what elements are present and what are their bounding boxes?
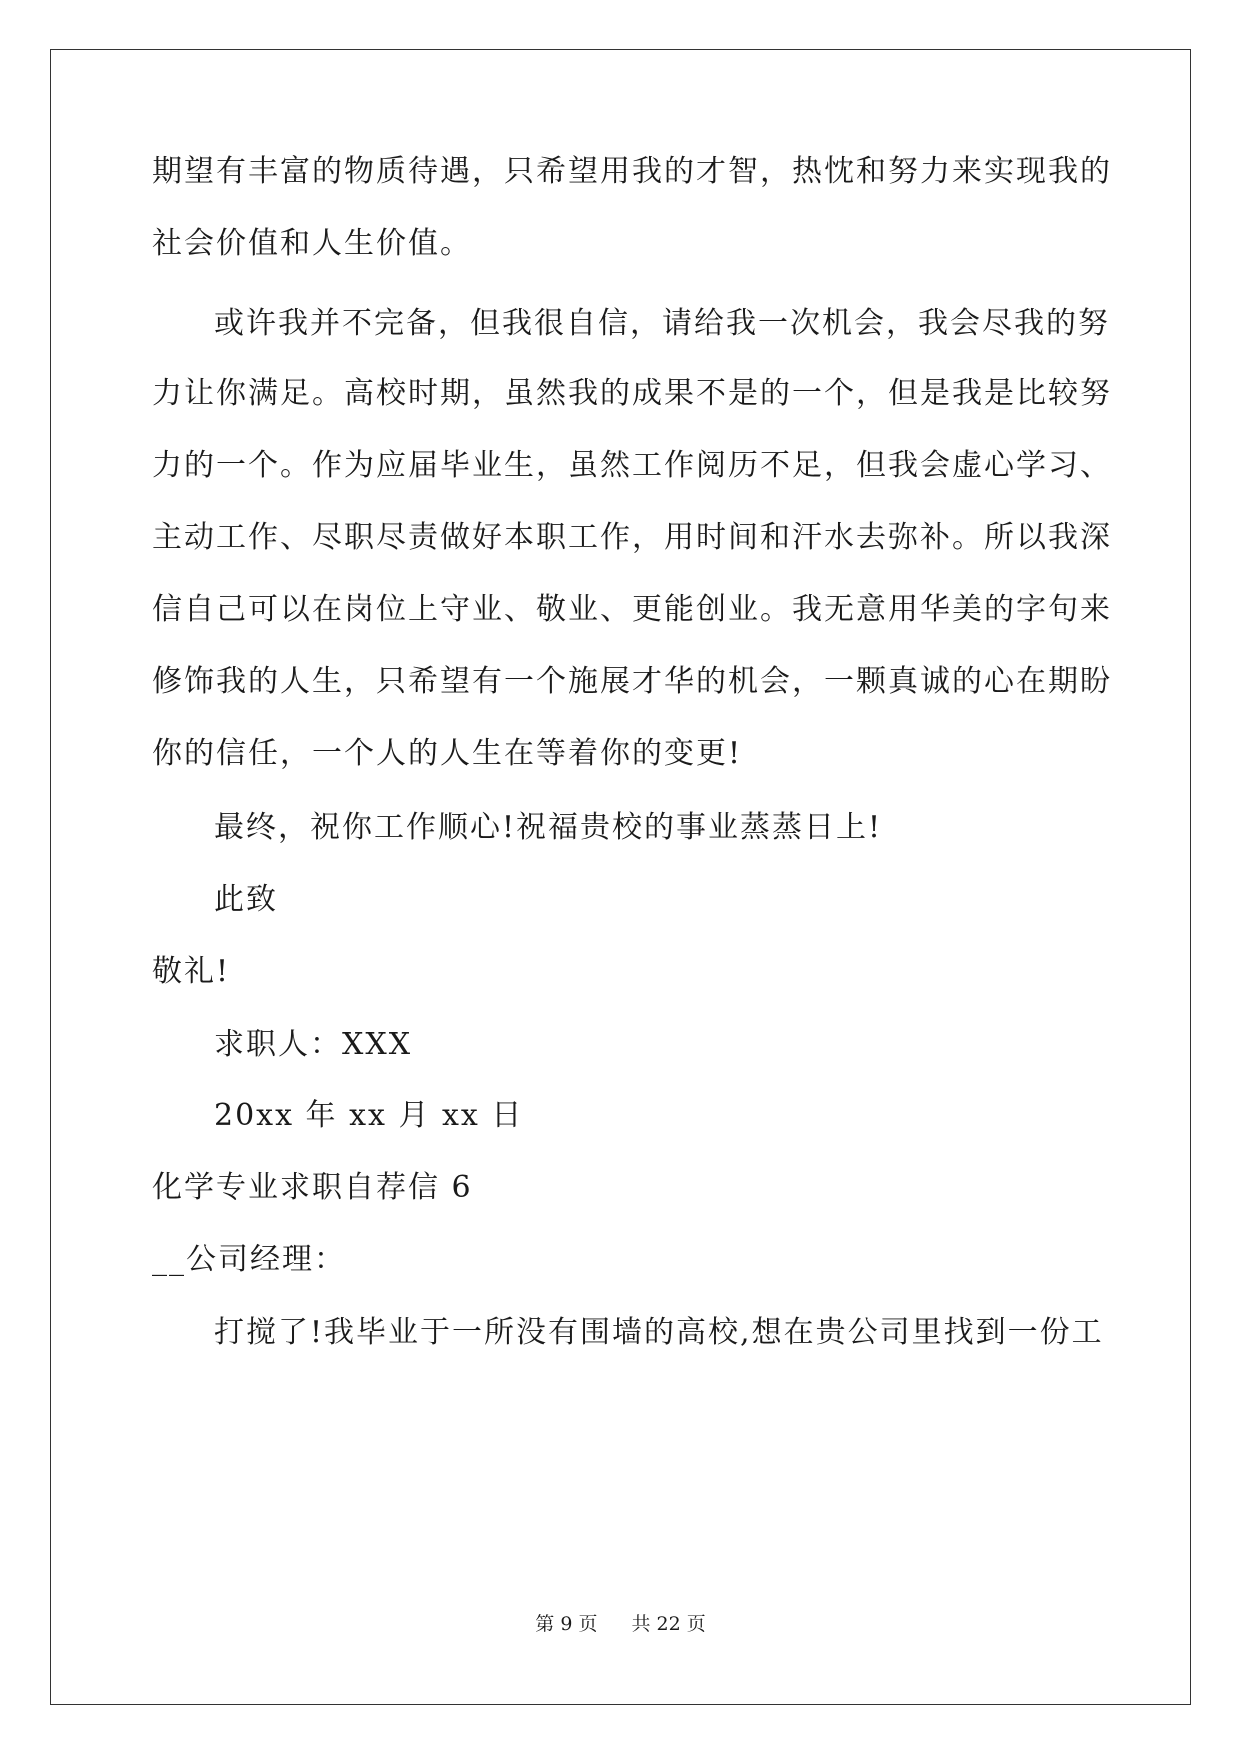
closing-wish: 最终，祝你工作顺心!祝福贵校的事业蒸蒸日上!	[214, 810, 883, 845]
applicant-name: 求职人：XXX	[214, 1027, 413, 1062]
body-line-9: 你的信任，一个人的人生在等着你的变更!	[152, 736, 743, 771]
salutation-cizhi: 此致	[214, 882, 278, 917]
section-heading: 化学专业求职自荐信 6	[152, 1170, 473, 1205]
letter-date: 20xx 年 xx 月 xx 日	[214, 1098, 524, 1133]
body-line-2: 社会价值和人生价值。	[152, 226, 472, 261]
page-number: 第 9 页	[535, 1613, 598, 1635]
salutation-jingli: 敬礼!	[152, 954, 231, 989]
page-total: 共 22 页	[631, 1613, 706, 1635]
body-line-6: 主动工作、尽职尽责做好本职工作，用时间和汗水去弥补。所以我深	[152, 520, 1112, 555]
body-line-7: 信自己可以在岗位上守业、敬业、更能创业。我无意用华美的字句来	[152, 592, 1112, 627]
page-border	[50, 49, 1191, 1705]
body-line-4: 力让你满足。高校时期，虽然我的成果不是的一个，但是我是比较努	[152, 376, 1112, 411]
body-line-3: 或许我并不完备，但我很自信，请给我一次机会，我会尽我的努	[214, 306, 1110, 341]
page-footer	[0, 1612, 1241, 1636]
body-line-1: 期望有丰富的物质待遇，只希望用我的才智，热忱和努力来实现我的	[152, 154, 1112, 189]
body-line-8: 修饰我的人生，只希望有一个施展才华的机会，一颗真诚的心在期盼	[152, 664, 1112, 699]
recipient-line: __公司经理：	[152, 1242, 346, 1277]
body-line-5: 力的一个。作为应届毕业生，虽然工作阅历不足，但我会虚心学习、	[152, 448, 1112, 483]
body-line-17: 打搅了!我毕业于一所没有围墙的高校,想在贵公司里找到一份工	[214, 1315, 1104, 1350]
